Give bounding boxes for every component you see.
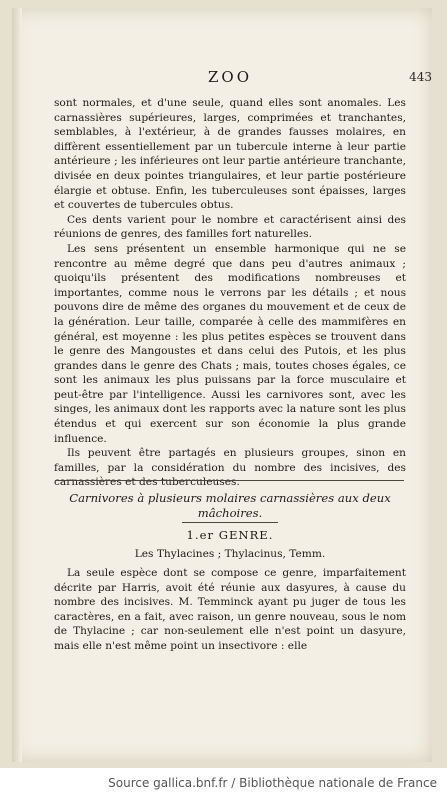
section-divider-top (56, 480, 404, 481)
source-footer (0, 770, 447, 798)
genre-description (54, 566, 406, 654)
genre-names: Les Thylacines ; Thylacinus, Temm. (134, 548, 326, 560)
paragraph: Ils peuvent être partagés en plusieurs groupes, sinon en familles, par la considération du nombre des incisives, des carnassières et des tuberculeuses. (54, 447, 406, 489)
page-header (28, 66, 432, 88)
paragraph: Les sens présentent un ensemble harmonique qui ne se rencontre au même degré que dans peu d'autres animaux ; quoiqu'ils présentent des modifications nombreuses et importantes, comme nous le verrons par les détails ; et nous pouvons dire de même des organes du mouvement et de ceux de la génération. Leur taille, comparée à celle des mammifères en général, est moyenne : les plus petites espèces se trouvent dans le genre des Mangoustes et dans celui des Putois, et les plus grandes dans le genre des Chats ; mais, toutes choses égales, ce sont les animaux les plus puissans par la force musculaire et peut-être par l'intelligence. Aussi les carnivores sont, avec les singes, les animaux dont les rapports avec la nature sont les plus étendus et qui exercent sur son économie la plus grande influence. (54, 242, 406, 445)
paragraph: sont normales, et d'une seule, quand elles sont anomales. Les carnassières supérieures, larges, comprimées et tranchantes, semblables, à l'extérieur, à de grandes fausses molaires, en diffèrent essentiellement par un tubercule interne à leur partie antérieure ; les inférieures ont leur partie antérieure tranchante, divisée en deux pointes triangulaires, et leur partie postérieure élargie et obtuse. Enfin, les tuberculeuses sont épaisses, larges et couvertes de tubercules obtus. (54, 97, 406, 212)
source-credit: Source gallica.bnf.fr / Bibliothèque nationale de France (108, 776, 437, 790)
paragraph: La seule espèce dont se compose ce genre, imparfaitement décrite par Harris, avoit été réunie aux dasyures, à cause du nombre des incisives. M. Temminck ayant pu juger de tous les caractères, en a fait, avec raison, un genre nouveau, sous le nom de Thylacine ; car non-seulement elle n'est point un dasyure, mais elle n'est même point un insectivore : elle (54, 567, 406, 652)
section-divider-short (182, 522, 278, 523)
paragraph: Ces dents varient pour le nombre et caractérisent ainsi des réunions de genres, des familles fort naturelles. (54, 213, 406, 241)
running-title: ZOO (207, 68, 253, 86)
book-page (12, 8, 432, 762)
page-gutter-shadow (12, 8, 22, 762)
page-number: 443 (409, 70, 432, 84)
genre-heading: 1.er GENRE. (186, 528, 274, 542)
section-heading: Carnivores à plusieurs molaires carnassières aux deux mâchoires. (69, 491, 391, 520)
body-text (54, 96, 406, 490)
